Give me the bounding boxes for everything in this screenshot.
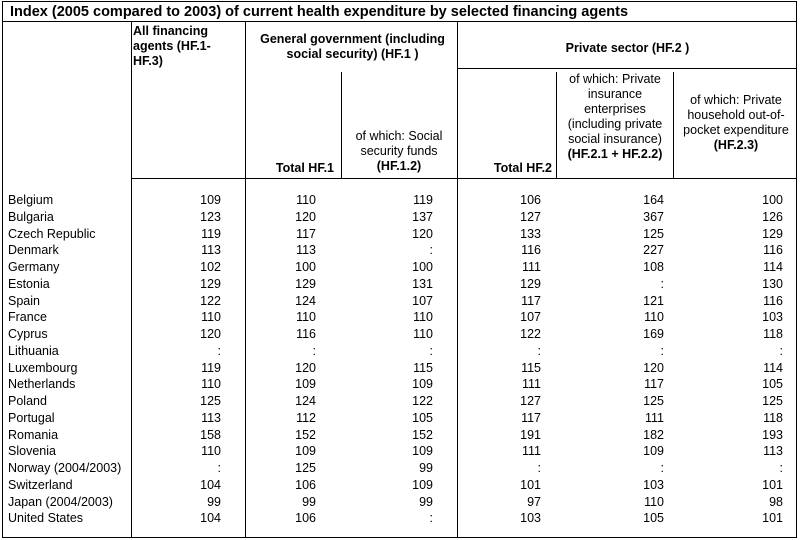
value-cell: 102 [200, 260, 221, 274]
value-cell: 106 [295, 511, 316, 526]
table-row [0, 277, 800, 294]
value-cell: 116 [763, 243, 783, 258]
value-cell: 105 [412, 410, 433, 425]
table-row [0, 461, 800, 478]
value-cell: 125 [295, 461, 316, 475]
value-cell: : [429, 243, 433, 258]
value-cell: 125 [643, 394, 664, 408]
value-cell: 105 [643, 511, 664, 526]
country-cell: Spain [8, 293, 40, 308]
table-row [0, 227, 800, 244]
value-cell: 109 [295, 444, 316, 459]
value-cell: 99 [419, 494, 433, 509]
value-cell: 113 [763, 444, 783, 459]
header-social-security [342, 129, 456, 174]
value-cell: 120 [295, 209, 316, 224]
table-row [0, 511, 800, 528]
country-cell: Denmark [8, 243, 59, 258]
value-cell: 110 [201, 377, 221, 392]
value-cell: 120 [643, 360, 664, 375]
country-cell: Czech Republic [8, 226, 96, 241]
country-cell: Lithuania [8, 343, 59, 358]
value-cell: 109 [295, 377, 316, 392]
value-cell: : [779, 343, 783, 358]
value-cell: 113 [201, 410, 221, 425]
value-cell: 182 [643, 427, 664, 442]
value-cell: 105 [762, 377, 783, 392]
value-cell: 125 [643, 226, 664, 241]
value-cell: 99 [302, 494, 316, 509]
value-cell: 122 [412, 394, 433, 408]
value-cell: 99 [419, 461, 433, 475]
value-cell: 109 [412, 377, 433, 392]
country-cell: Germany [8, 260, 60, 274]
header-private-insurance-text: of which: Private insurance enterprises (including private social insurance) [567, 72, 663, 146]
value-cell: 111 [521, 444, 541, 459]
value-cell: : [779, 461, 783, 475]
value-cell: : [660, 276, 664, 291]
table-row [0, 294, 800, 311]
value-cell: 114 [763, 260, 783, 274]
table-row [0, 377, 800, 394]
value-cell: 127 [520, 209, 541, 224]
value-cell: 129 [520, 276, 541, 291]
value-cell: 119 [201, 226, 221, 241]
value-cell: 113 [201, 243, 221, 258]
header-private-insurance [558, 72, 672, 162]
value-cell: 108 [643, 260, 664, 274]
value-cell: 123 [200, 209, 221, 224]
value-cell: 101 [520, 477, 541, 492]
value-cell: 119 [201, 360, 221, 375]
value-cell: : [429, 511, 433, 526]
header-bottom-border [131, 178, 797, 179]
value-cell: 99 [207, 494, 221, 509]
value-cell: 111 [644, 410, 664, 425]
value-cell: 111 [521, 377, 541, 392]
value-cell: : [537, 343, 541, 358]
value-cell: 100 [295, 260, 316, 274]
header-total-hf2: Total HF.2 [493, 161, 552, 175]
value-cell: : [660, 343, 664, 358]
value-cell: 107 [412, 293, 433, 308]
value-cell: 97 [527, 494, 541, 509]
value-cell: 125 [762, 394, 783, 408]
country-cell: Switzerland [8, 477, 73, 492]
value-cell: 103 [520, 511, 541, 526]
value-cell: 113 [296, 243, 316, 258]
value-cell: 106 [520, 193, 541, 207]
value-cell: 109 [643, 444, 664, 459]
value-cell: 110 [644, 494, 664, 509]
header-all-financing: All financing agents (HF.1-HF.3) [133, 24, 211, 68]
header-out-of-pocket [675, 93, 797, 153]
value-cell: 193 [762, 427, 783, 442]
value-cell: 124 [295, 293, 316, 308]
value-cell: 120 [412, 226, 433, 241]
value-cell: 117 [521, 410, 541, 425]
value-cell: 114 [763, 360, 783, 375]
value-cell: 164 [643, 193, 664, 207]
value-cell: : [217, 343, 221, 358]
table-row [0, 394, 800, 411]
value-cell: 111 [521, 260, 541, 274]
header-social-security-code: (HF.1.2) [376, 159, 422, 173]
country-cell: Romania [8, 427, 59, 442]
table-row [0, 428, 800, 445]
group-header-underline [457, 68, 797, 69]
value-cell: 124 [295, 394, 316, 408]
value-cell: : [429, 343, 433, 358]
value-cell: 109 [200, 193, 221, 207]
value-cell: 152 [412, 427, 433, 442]
value-cell: 137 [412, 209, 433, 224]
value-cell: 110 [296, 310, 316, 325]
value-cell: 101 [762, 477, 783, 492]
value-cell: : [537, 461, 541, 475]
value-cell: : [660, 461, 664, 475]
value-cell: 101 [762, 511, 783, 526]
country-cell: Portugal [8, 410, 55, 425]
country-cell: Poland [8, 394, 47, 408]
country-cell: Netherlands [8, 377, 76, 392]
value-cell: 121 [643, 293, 664, 308]
value-cell: 116 [296, 327, 316, 341]
table-row [0, 495, 800, 512]
value-cell: 117 [644, 377, 664, 392]
value-cell: : [217, 461, 221, 475]
subheader-divider [556, 72, 557, 178]
value-cell: 120 [200, 327, 221, 341]
value-cell: 110 [296, 193, 316, 207]
value-cell: 131 [412, 276, 433, 291]
table-row [0, 478, 800, 495]
table-row [0, 260, 800, 277]
value-cell: 122 [520, 327, 541, 341]
value-cell: 116 [763, 293, 783, 308]
header-total-hf1: Total HF.1 [275, 161, 334, 175]
value-cell: 118 [763, 410, 783, 425]
country-cell: Slovenia [8, 444, 56, 459]
table-row [0, 243, 800, 260]
value-cell: 103 [762, 310, 783, 325]
value-cell: 104 [200, 477, 221, 492]
country-cell: Belgium [8, 193, 54, 207]
country-cell: Bulgaria [8, 209, 54, 224]
value-cell: 158 [200, 427, 221, 442]
header-social-security-text: of which: Social security funds [355, 129, 443, 158]
table-row [0, 411, 800, 428]
header-out-of-pocket-text: of which: Private household out-of-pocket expenditure [683, 93, 789, 137]
value-cell: 118 [763, 327, 783, 341]
value-cell: 107 [520, 310, 541, 325]
value-cell: 125 [200, 394, 221, 408]
country-cell: Estonia [8, 276, 50, 291]
country-cell: United States [8, 511, 84, 526]
table-title: Index (2005 compared to 2003) of current health expenditure by selected financing agents [10, 4, 629, 20]
table-row [0, 344, 800, 361]
value-cell: 126 [762, 209, 783, 224]
value-cell: : [312, 343, 316, 358]
value-cell: 110 [201, 310, 221, 325]
value-cell: 127 [520, 394, 541, 408]
value-cell: 103 [643, 477, 664, 492]
header-out-of-pocket-code: (HF.2.3) [713, 138, 759, 152]
value-cell: 104 [200, 511, 221, 526]
value-cell: 110 [644, 310, 664, 325]
value-cell: 122 [200, 293, 221, 308]
country-cell: France [8, 310, 47, 325]
value-cell: 227 [643, 243, 664, 258]
table-row [0, 310, 800, 327]
value-cell: 109 [412, 477, 433, 492]
country-cell: Cyprus [8, 327, 48, 341]
value-cell: 110 [413, 327, 433, 341]
value-cell: 191 [520, 427, 541, 442]
header-general-government: General government (including social security) (HF.1 ) [260, 32, 445, 61]
value-cell: 106 [295, 477, 316, 492]
table-row [0, 193, 800, 210]
value-cell: 133 [520, 226, 541, 241]
table-row [0, 327, 800, 344]
country-cell: Japan (2004/2003) [8, 494, 113, 509]
value-cell: 109 [412, 444, 433, 459]
value-cell: 129 [200, 276, 221, 291]
table-row [0, 361, 800, 378]
value-cell: 130 [762, 276, 783, 291]
value-cell: 116 [521, 243, 541, 258]
country-cell: Norway (2004/2003) [8, 461, 122, 475]
value-cell: 129 [762, 226, 783, 241]
value-cell: 152 [295, 427, 316, 442]
value-cell: 110 [413, 310, 433, 325]
value-cell: 100 [762, 193, 783, 207]
value-cell: 367 [643, 209, 664, 224]
value-cell: 120 [295, 360, 316, 375]
table-row [0, 210, 800, 227]
value-cell: 169 [643, 327, 664, 341]
value-cell: 112 [296, 410, 316, 425]
value-cell: 115 [413, 360, 433, 375]
value-cell: 119 [413, 193, 433, 207]
header-private-sector: Private sector (HF.2 ) [565, 41, 690, 55]
table-row [0, 444, 800, 461]
value-cell: 98 [769, 494, 783, 509]
value-cell: 117 [296, 226, 316, 241]
value-cell: 100 [412, 260, 433, 274]
country-cell: Luxembourg [8, 360, 78, 375]
subheader-divider [673, 72, 674, 178]
value-cell: 117 [521, 293, 541, 308]
value-cell: 110 [201, 444, 221, 459]
header-private-insurance-code: (HF.2.1 + HF.2.2) [567, 147, 663, 161]
value-cell: 115 [521, 360, 541, 375]
title-divider [2, 21, 797, 22]
value-cell: 129 [295, 276, 316, 291]
